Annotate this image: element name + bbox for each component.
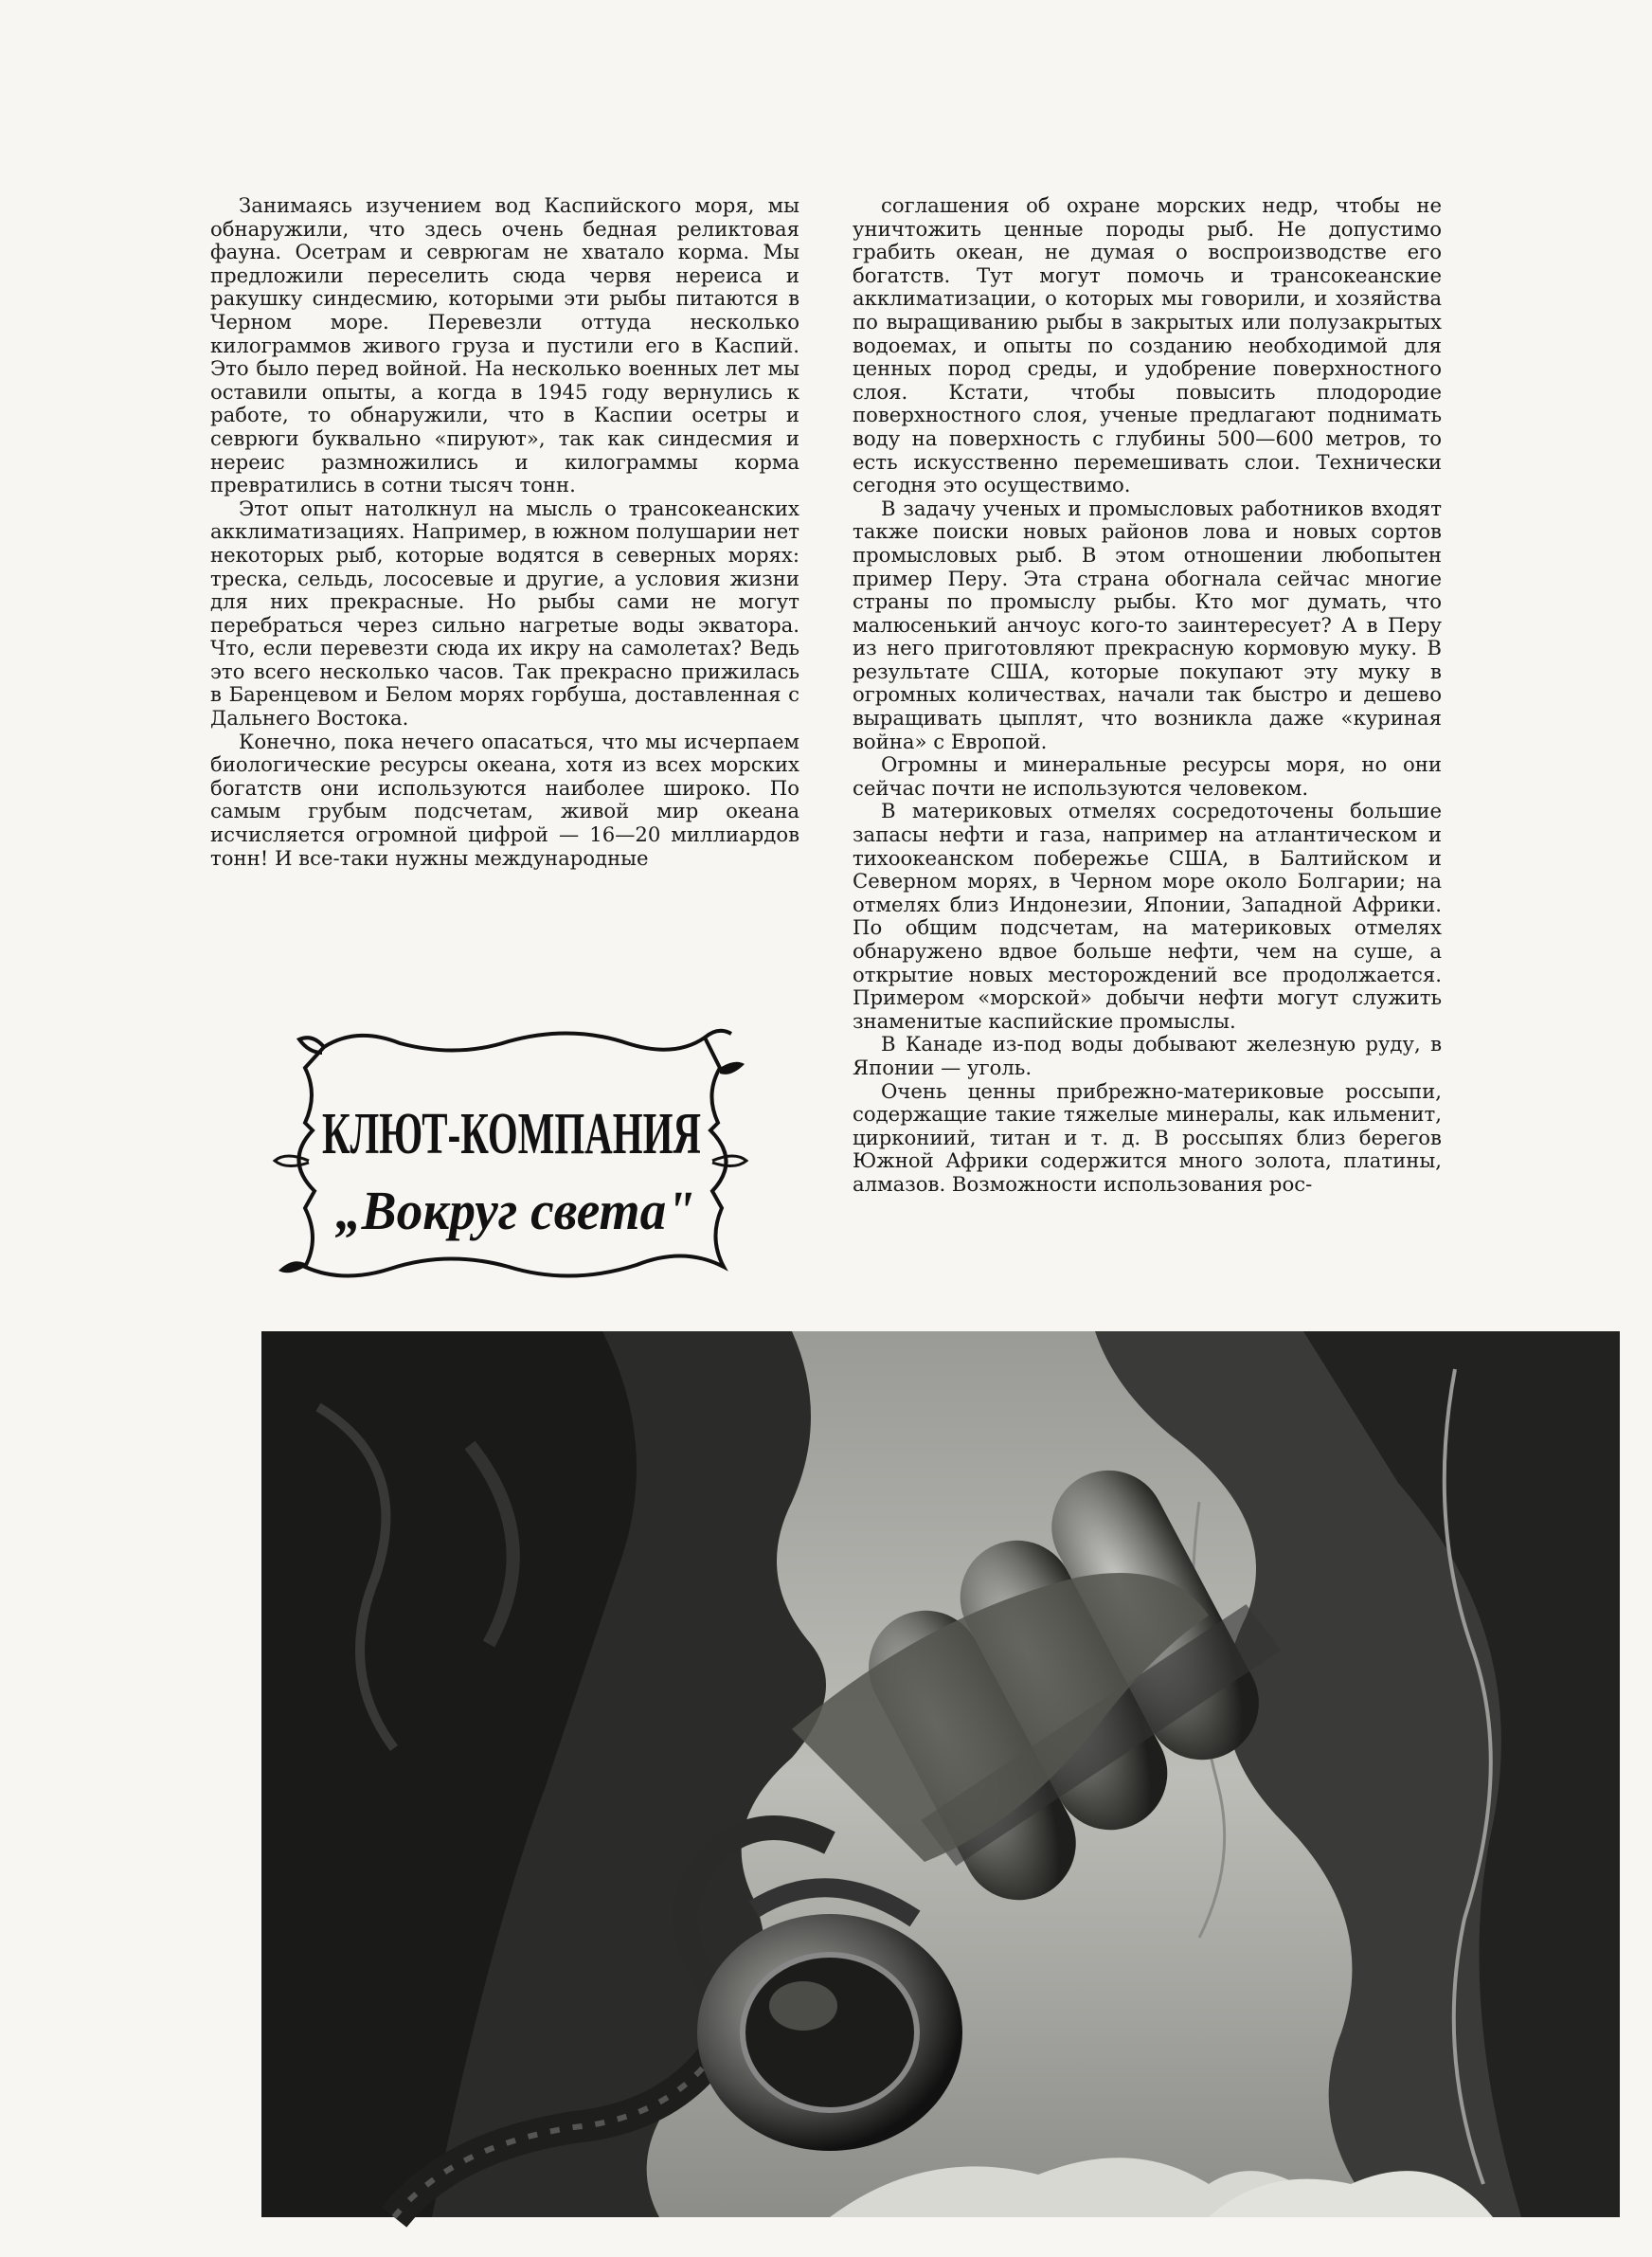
paragraph: Огромны и минеральные ресурсы моря, но они сейчас почти не используются человеком. <box>853 752 1442 800</box>
logo-title: КЛЮТ-КОМПАНИЯ <box>322 1102 701 1166</box>
paragraph: Этот опыт натолкнул на мысль о трансокеанских акклиматизациях. Например, в южном полушарии нет некоторых рыб, которые водятся в северных морях: треска, сельдь, лососевые и другие, а условия жизни для них прекрасные. Но рыбы сами не могут перебраться через сильно нагретые воды экватора. Что, если перевезти сюда их икру на самолетах? Ведь это всего несколько часов. Так прекрасно прижилась в Баренцевом и Белом морях горбуша, доставленная с Дальнего Востока. <box>210 496 799 731</box>
photo-diver <box>261 1331 1620 2217</box>
paragraph: Занимаясь изучением вод Каспийского моря, мы обнаружили, что здесь очень бедная реликтовая фауна. Осетрам и севрюгам не хватало корма. Мы предложили переселить сюда червя нереиса и ракушку синдесмию, которыми эти рыбы питаются в Черном море. Перевезли оттуда несколько килограммов живого груза и пустили его в Каспий. Это было перед войной. На несколько военных лет мы оставили опыты, а когда в 1945 году вернулись к работе, то обнаружили, что в Каспии осетры и севрюги буквально «пируют», так как синдесмия и нереис размножились и килограммы корма превратились в сотни тысяч тонн. <box>210 193 799 497</box>
paragraph: Конечно, пока нечего опасаться, что мы исчерпаем биологические ресурсы океана, хотя из всех морских богатств они используются наиболее широко. По самым грубым подсчетам, живой мир океана исчисляется огромной цифрой — 16—20 миллиардов тонн! И все-таки нужны международные <box>210 729 799 870</box>
paragraph: соглашения об охране морских недр, чтобы не уничтожить ценные породы рыб. Не допустимо грабить океан, не думая о воспроизводстве его богатств. Тут могут помочь и трансокеанские акклиматизации, о которых мы говорили, и хозяйства по выращиванию рыбы в закрытых или полузакрытых водоемах, и опыты по созданию необходимой для ценных пород среды, и удобрение поверхностного слоя. Кстати, чтобы повысить плодородие поверхностного слоя, ученые предлагают поднимать воду на поверхность с глубины 500—600 метров, то есть искусственно перемешивать слои. Технически сегодня это осуществимо. <box>853 193 1442 497</box>
article-column-left <box>210 194 799 870</box>
club-logo <box>267 1019 750 1293</box>
paragraph: В материковых отмелях сосредоточены большие запасы нефти и газа, например на атлантическом и тихоокеанском побережье США, в Балтийском и Северном морях, в Черном море около Болгарии; на отмелях близ Индонезии, Японии, Западной Африки. По общим подсчетам, на материковых отмелях обнаружено вдвое больше нефти, чем на суше, а открытие новых месторождений все продолжается. Примером «морской» добычи нефти могут служить знаменитые каспийские промыслы. <box>853 799 1442 1033</box>
paragraph: В Канаде из-под воды добывают железную руду, в Японии — уголь. <box>853 1032 1442 1079</box>
paragraph: Очень ценны прибрежно-материковые россыпи, содержащие такие тяжелые минералы, как ильменит, циркониий, титан и т. д. В россыпях близ берегов Южной Африки содержится много золота, платины, алмазов. Возможности использования рос- <box>853 1078 1442 1196</box>
logo-subtitle: „Вокруг света" <box>335 1180 695 1241</box>
article-column-right <box>853 194 1442 1197</box>
paragraph: В задачу ученых и промысловых работников входят также поиски новых районов лова и новых сортов промысловых рыб. В этом отношении любопытен пример Перу. Эта страна обогнала сейчас многие страны по промыслу рыбы. Кто мог думать, что малюсенький анчоус кого-то заинтересует? А в Перу из него приготовляют прекрасную кормовую муку. В результате США, которые покупают эту муку в огромных количествах, начали так быстро и дешево выращивать цыплят, что возникла даже «куриная война» с Европой. <box>853 496 1442 753</box>
